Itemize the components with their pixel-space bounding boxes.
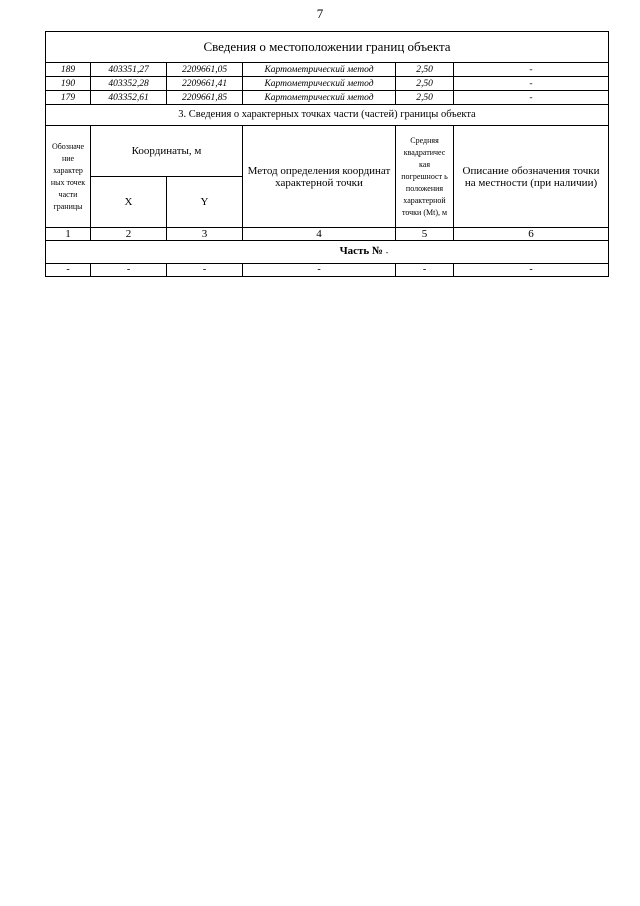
description-cell: - bbox=[454, 63, 609, 77]
table-row bbox=[46, 77, 609, 91]
column-number: 2 bbox=[91, 228, 167, 241]
part-number: - bbox=[385, 248, 389, 257]
table-title: Сведения о местоположении границ объекта bbox=[46, 32, 609, 63]
description-cell: - bbox=[454, 77, 609, 91]
y-cell: 2209661,85 bbox=[167, 91, 243, 105]
x-cell: 403352,61 bbox=[91, 91, 167, 105]
accuracy-cell: 2,50 bbox=[396, 63, 454, 77]
method-cell: Картометрический метод bbox=[243, 63, 396, 77]
accuracy-cell: 2,50 bbox=[396, 91, 454, 105]
method-cell: Картометрический метод bbox=[243, 91, 396, 105]
y-cell: 2209661,05 bbox=[167, 63, 243, 77]
header-y: Y bbox=[167, 177, 243, 228]
column-number: 4 bbox=[243, 228, 396, 241]
column-number: 6 bbox=[454, 228, 609, 241]
boundary-table bbox=[45, 31, 609, 277]
empty-cell: - bbox=[454, 264, 609, 277]
column-number: 1 bbox=[46, 228, 91, 241]
part-cell bbox=[46, 241, 609, 264]
empty-cell: - bbox=[396, 264, 454, 277]
point-cell: 179 bbox=[46, 91, 91, 105]
table-title-row bbox=[46, 32, 609, 63]
header-row bbox=[46, 126, 609, 177]
accuracy-cell: 2,50 bbox=[396, 77, 454, 91]
header-x: X bbox=[91, 177, 167, 228]
table-row bbox=[46, 264, 609, 277]
description-cell: - bbox=[454, 91, 609, 105]
point-cell: 190 bbox=[46, 77, 91, 91]
empty-cell: - bbox=[243, 264, 396, 277]
table-row bbox=[46, 63, 609, 77]
table-row bbox=[46, 91, 609, 105]
section-heading-row bbox=[46, 105, 609, 126]
column-number: 3 bbox=[167, 228, 243, 241]
header-point-designation: Обозначе ние характер ных точек части границы bbox=[46, 126, 91, 228]
header-coordinates: Координаты, м bbox=[91, 126, 243, 177]
section-3-title: 3. Сведения о характерных точках части (частей) границы объекта bbox=[46, 105, 609, 126]
column-number: 5 bbox=[396, 228, 454, 241]
header-method: Метод определения координат характерной точки bbox=[243, 126, 396, 228]
y-cell: 2209661,41 bbox=[167, 77, 243, 91]
empty-cell: - bbox=[46, 264, 91, 277]
header-description: Описание обозначения точки на местности (при наличии) bbox=[454, 126, 609, 228]
x-cell: 403351,27 bbox=[91, 63, 167, 77]
empty-cell: - bbox=[91, 264, 167, 277]
method-cell: Картометрический метод bbox=[243, 77, 396, 91]
point-cell: 189 bbox=[46, 63, 91, 77]
column-number-row bbox=[46, 228, 609, 241]
page-number: 7 bbox=[316, 6, 324, 21]
part-row bbox=[46, 241, 609, 264]
empty-cell: - bbox=[167, 264, 243, 277]
header-accuracy: Средняя квадратичес кая погрешност ь положения характерной точки (Mt), м bbox=[396, 126, 454, 228]
part-label: Часть № bbox=[339, 245, 384, 257]
x-cell: 403352,28 bbox=[91, 77, 167, 91]
